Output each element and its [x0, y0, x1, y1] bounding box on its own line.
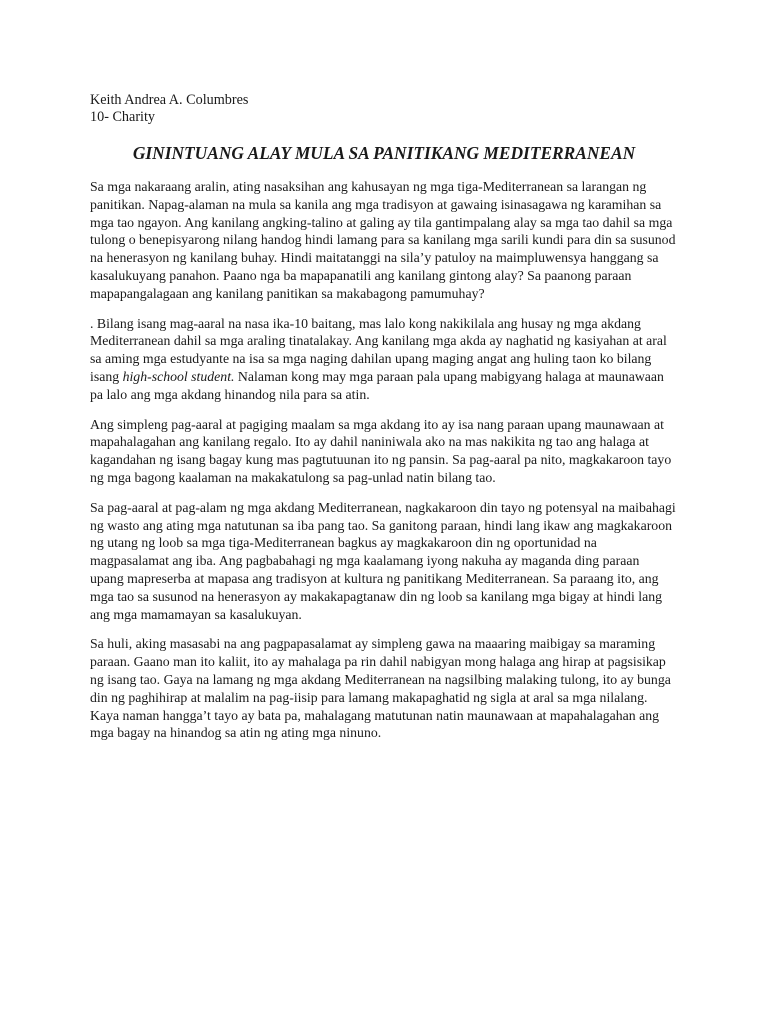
text-line: din ng paghihirap at malalim na pag-iisip para lamang makapaghatid ng sigla at aral sa mga nilalang.: [90, 689, 648, 705]
text-line: magpasalamat ang iba. Ang pagbabahagi ng mga kaalamang iyong nakuha ay maganda ding paraan: [90, 553, 640, 569]
text-segment: isang: [90, 368, 123, 384]
paragraph-2: [90, 315, 678, 404]
text-line: kagandahan ng isang bagay kung mas pagtutuunan ito ng pansin. Sa pag-aaral pa nito, magkakaroon tayo: [90, 452, 672, 468]
paragraph-5: [90, 635, 678, 742]
text-line: mapapangalagaan ang kanilang panitikan sa makabagong pamumuhay?: [90, 285, 485, 301]
text-line: panitikan. Napag-alaman na mula sa kanila ang mga tradisyon at gawaing isinasagawa ng karamihan sa: [90, 196, 662, 212]
text-line: mapahalagahan ang kanilang regalo. Ito ay dahil naniniwala ako na mas nakikita ng tao ang halaga at: [90, 434, 649, 450]
document-title: GININTUANG ALAY MULA SA PANITIKANG MEDITERRANEAN: [132, 143, 636, 163]
text-line: mga tao ngayon. Ang kanilang angking-talino at galing ay tila gantimpalang alay sa mga tao dahil sa mga: [90, 214, 673, 230]
class-section: 10- Charity: [90, 109, 156, 125]
text-line: Sa mga nakaraang aralin, ating nasaksihan ang kahusayan ng mga tiga-Mediterranean sa larangan ng: [90, 179, 647, 194]
paragraph-4: [90, 499, 678, 624]
document-header: [90, 92, 248, 126]
text-line: ng wasto ang ating mga natutunan sa iba pang tao. Sa ganitong paraan, hindi lang ikaw ang magkakaroon: [90, 517, 672, 533]
text-line: Sa pag-aaral at pag-alam ng mga akdang Mediterranean, nagkakaroon din tayo ng potensyal na maibahagi: [90, 499, 676, 515]
text-segment: Nalaman kong may mga paraan pala upang mabigyang halaga at maunawaan: [234, 368, 664, 384]
text-line: . Bilang isang mag-aaral na nasa ika-10 baitang, mas lalo kong nakikilala ang husay ng mga akdang: [90, 315, 641, 331]
text-line: Kaya naman hangga’t tayo ay bata pa, mahalagang matutunan natin maunawaan at mapahalagahan ang: [90, 707, 660, 723]
text-line: pa lalo ang mga akdang hinandog nila para sa atin.: [90, 386, 370, 402]
document-body: [90, 178, 678, 754]
text-line: mga bagay na hinandog sa atin ng ating mga ninuno.: [90, 725, 382, 741]
author-name: Keith Andrea A. Columbres: [90, 92, 249, 108]
text-line: Ang simpleng pag-aaral at pagiging maalam sa mga akdang ito ay isa nang paraan upang maunawaan at: [90, 416, 664, 432]
text-line: na henerasyon ng kanilang buhay. Hindi maitatanggi na sila’y patuloy na maimpluwensya hanggang sa: [90, 250, 659, 266]
text-line-with-italic: [90, 368, 678, 386]
text-line: ng isang tao. Gaya na lamang ng mga akdang Mediterranean na nagsilbing malaking tulong, ito ay bunga: [90, 671, 671, 687]
text-line: kasalukuyang panahon. Paano nga ba mapapanatili ang kanilang gintong alay? Sa paanong paraan: [90, 267, 632, 283]
text-line: ang mga mamamayan sa kasalukuyan.: [90, 606, 302, 622]
text-line: Mediterranean dahil sa mga araling tinatalakay. Ang kanilang mga akda ay naghatid ng kasiyahan at aral: [90, 333, 667, 349]
text-line: ng utang ng loob sa mga tiga-Mediterranean bagkus ay magkakaroon din ng oportunidad na: [90, 535, 597, 551]
text-line: paraan. Gaano man ito kaliit, ito ay mahalaga pa rin dahil nabigyan mong halaga ang hirap at pagsisikap: [90, 654, 666, 670]
text-line: Sa huli, aking masasabi na ang pagpapasalamat ay simpleng gawa na maaaring maibigay sa maraming: [90, 636, 656, 652]
text-line: mga tao sa susunod na henerasyon ay makakapagtanaw din ng loob sa kanilang mga bigay at hindi lang: [90, 588, 663, 604]
text-line: upang mapreserba at mapasa ang tradisyon at kultura ng panitikang Mediterranean. Sa paraang ito, ang: [90, 570, 659, 586]
paragraph-1: [90, 178, 678, 303]
text-line: ng mga bagong kaalaman na makakatulong sa pag-unlad natin bilang tao.: [90, 469, 496, 485]
italic-phrase: high-school student.: [122, 368, 235, 384]
paragraph-3: [90, 416, 678, 487]
text-line: tulong o benepisyarong nilang handog hindi lamang para sa kanilang mga sarili kundi para din sa susunod: [90, 232, 676, 248]
text-line: sa aming mga estudyante na isa sa mga naging dahilan upang maging angat ang huling taon ko bilang: [90, 351, 652, 367]
